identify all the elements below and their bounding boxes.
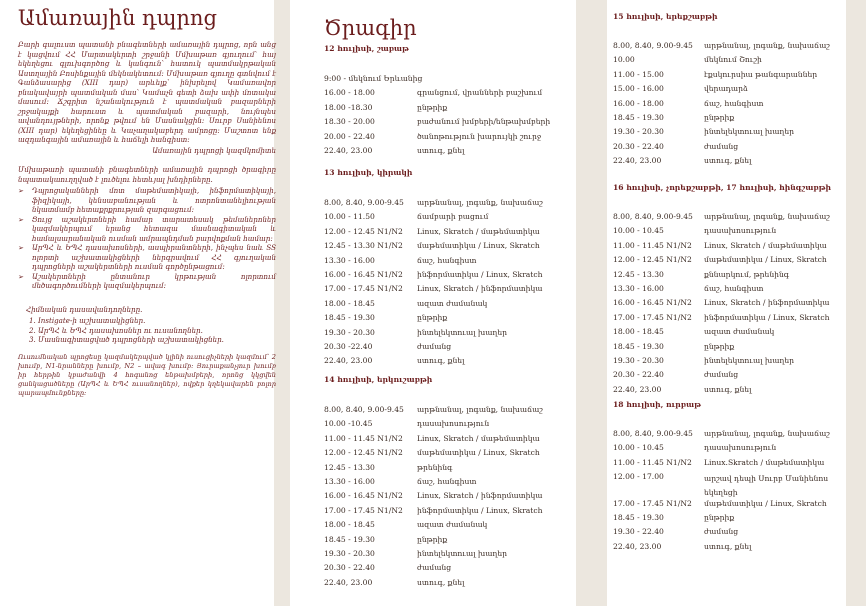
schedule-time: 18.45 - 19.30 bbox=[324, 313, 375, 323]
schedule-time: 13.30 - 16.00 bbox=[613, 284, 664, 293]
day-heading: 18 հուլիսի, ուրբաթ bbox=[613, 400, 701, 409]
schedule-time: 8.00, 8.40, 9.00-9.45 bbox=[613, 212, 693, 221]
goal-item: ➢ Աշակերտների ընտանուր կրթության ոլորտում մեծագործումների կազմակերպում։ bbox=[18, 272, 276, 291]
schedule-row bbox=[613, 498, 827, 508]
schedule-time: 17.00 - 17.45 N1/N2 bbox=[613, 498, 692, 508]
teacher-item: 3. Մասնագիտացված դպրոցների աշխատակիցներ. bbox=[38, 335, 276, 345]
schedule-row bbox=[324, 405, 543, 414]
schedule-row bbox=[613, 98, 764, 108]
schedule-time: 10.00 - 10.45 bbox=[613, 443, 664, 453]
schedule-row bbox=[324, 146, 465, 155]
schedule-activity: ճաշ, հանգիստ bbox=[704, 98, 764, 108]
schedule-activity: ժամանց bbox=[417, 563, 452, 573]
schedule-time: 8.00, 8.40, 9.00-9.45 bbox=[324, 198, 404, 207]
schedule-time: 10.00 -10.45 bbox=[324, 419, 373, 429]
schedule-activity: ինֆորմատիկա / Linux, Skratch bbox=[417, 270, 543, 279]
schedule-activity: ստուգ, քնել bbox=[417, 146, 465, 155]
schedule-row bbox=[324, 505, 543, 515]
schedule-time: 16.00 - 18.00 bbox=[613, 98, 664, 108]
schedule-activity: ստուգ, քնել bbox=[704, 156, 752, 166]
schedule-time: 18.00 - 18.45 bbox=[324, 520, 375, 530]
schedule-row bbox=[613, 472, 829, 498]
schedule-time: 12.00 - 12.45 N1/N2 bbox=[324, 226, 403, 236]
schedule-time: 15.00 - 16.00 bbox=[613, 84, 664, 94]
decorative-band bbox=[274, 0, 290, 606]
day-heading: 12 հուլիսի, շաբաթ bbox=[324, 44, 409, 53]
footnote: Ուսումնական պրոցեսը կազմակերպված կլինի ուսուցիչների կազմում՝ 2 խումբ, N1-նրանները խումբ, N2 – ավագ խումբ։ Յուրաքանչյուր խումբ իր հերթին կբաժանվի 4 հոգանոց ենթախմբերի, որոնց կկցվեն ցանկացածները (ԱրՊՀ և ԵՊՀ ուսանողներ), ովքեր կղեկավարեն բոլոր պարապմունքները։ bbox=[18, 352, 276, 397]
schedule-activity: մաթեմատիկա / Linux, Skratch bbox=[417, 448, 540, 458]
schedule-row bbox=[613, 312, 830, 322]
schedule-time: 22.40, 23.00 bbox=[324, 146, 373, 155]
schedule-row bbox=[324, 462, 453, 472]
schedule-activity: արթնանալ, լոգանք, նախաճաշ bbox=[417, 405, 543, 414]
schedule-time: 12.45 - 13.30 bbox=[613, 269, 664, 279]
schedule-row bbox=[324, 102, 448, 112]
schedule-activity: Linux, Skratch / ինֆորմատիկա bbox=[417, 491, 543, 501]
schedule-row bbox=[613, 356, 794, 365]
schedule-activity: մաթեմատիկա / Linux, Skratch bbox=[704, 498, 827, 508]
schedule-row bbox=[613, 255, 827, 265]
schedule-row bbox=[613, 156, 752, 166]
schedule-row bbox=[613, 370, 739, 380]
day-heading: 15 հուլիսի, երեքշաբթի bbox=[613, 12, 718, 21]
schedule-row bbox=[613, 384, 752, 394]
intro-text-block bbox=[18, 40, 276, 398]
intro-paragraph: Բարի գալուստ պատանի բնագետների ամառային դպրոց, որն անց է կացվում ՀՀ Մարտակերտի շրջանի Մմխաթառ գյուղում՝ հայ եկեղեցու գլուխգործոց և կանգուն՝ հատուկ պատմակրթական Աստղային Բոսինքային մեկնակետում։ Մմխաթառ գյուղը գտնվում է Գանձասարից (XIII դար) արևելք՝ ինխրելով Կամառավոր բնակավայրի պատմական մաս՝ Կամաչն գետի ձախ ափի մոտակա մասում։ Ճշգրիտ նշանակություն է պատմական բազարների շրջակայքի հարուստ և պատմական բազարի, նույնպես ավանդույթների, որոնք թվում են Մասնակցին։ Սուրբ Սանիենոս (XIII դար) եկեղեցինեը և Կաչաղակաբերդ ամրոցը։ Մաշտոտ ենք ազդանգային ամառային և հաճելի հանգիստ։ bbox=[18, 40, 276, 144]
schedule-activity: քննարկում, թրենինգ bbox=[704, 269, 790, 279]
schedule-row bbox=[324, 433, 540, 443]
schedule-time: 11.00 - 11.45 N1/N2 bbox=[324, 433, 403, 443]
schedule-activity: ճաշ, հանգիստ bbox=[417, 255, 477, 265]
decorative-band bbox=[846, 0, 866, 606]
schedule-row bbox=[613, 527, 739, 537]
schedule-row bbox=[324, 198, 543, 207]
goal-item: ➢ ԱրՊՀ և ԵՊՀ դասախոսների, ասպիրանտների, ինչպես նաև SS ոլորտի աշխատակիցների ներգրավում ՀՀ գյուղական դպրոցների աշակերտների ուսման գործընթացում։ bbox=[18, 243, 276, 272]
schedule-time: 19.30 - 20.30 bbox=[613, 127, 664, 137]
schedule-row bbox=[324, 520, 488, 530]
schedule-row bbox=[324, 284, 543, 294]
schedule-activity: ինֆորմատիկա / Linux, Skratch bbox=[704, 312, 830, 322]
schedule-time: 10.00 - 11.50 bbox=[324, 212, 375, 222]
schedule-activity: Linux, Skratch / մաթեմատիկա bbox=[417, 433, 540, 443]
schedule-activity: ընթրիք bbox=[417, 102, 448, 112]
schedule-time: 12.00 - 17.00 bbox=[613, 472, 664, 482]
day-heading: 14 հուլիսի, երկուշաբթի bbox=[324, 375, 433, 384]
schedule-row bbox=[324, 342, 452, 351]
schedule-time: 18.00 - 18.45 bbox=[613, 327, 664, 337]
schedule-row bbox=[613, 55, 762, 65]
schedule-row bbox=[324, 491, 543, 501]
schedule-time: 10.00 bbox=[613, 55, 635, 65]
schedule-activity: ինտելեկտուալ խաղեր bbox=[704, 356, 794, 365]
schedule-row bbox=[324, 298, 488, 308]
schedule-time: 17.00 - 17.45 N1/N2 bbox=[324, 284, 403, 294]
schedule-time: 8.00, 8.40, 9.00-9.45 bbox=[324, 405, 404, 414]
schedule-activity: ստուգ, քնել bbox=[704, 384, 752, 394]
schedule-activity: արթնանալ, լոգանք, նախաճաշ bbox=[704, 41, 830, 50]
schedule-row bbox=[613, 541, 752, 551]
schedule-row bbox=[324, 448, 540, 458]
schedule-activity: ընթրիք bbox=[704, 513, 735, 522]
day-heading: 13 հուլիսի, կիրակի bbox=[324, 168, 413, 177]
schedule-activity: ընթրիք bbox=[704, 341, 735, 351]
schedule-row bbox=[324, 419, 490, 429]
schedule-time: 18.45 - 19.30 bbox=[613, 113, 664, 122]
schedule-time: 11.00 - 11.45 N1/N2 bbox=[613, 240, 692, 250]
schedule-time: 12.00 - 12.45 N1/N2 bbox=[613, 255, 692, 265]
schedule-row bbox=[324, 255, 477, 265]
schedule-activity: ստուգ, քնել bbox=[704, 541, 752, 551]
schedule-title: Ծրագիր bbox=[324, 16, 417, 40]
day-heading: 16 հուլիսի, չորեքշաբթի, 17 հուլիսի, հինգշաբթի bbox=[613, 183, 832, 192]
schedule-activity: ծանոթություն խարույկի շուրջ bbox=[417, 131, 542, 141]
schedule-time: 16.00 - 16.45 N1/N2 bbox=[613, 298, 692, 308]
schedule-activity: Linux, Skratch / ինֆորմատիկա bbox=[417, 284, 543, 294]
schedule-time: 19.30 - 20.30 bbox=[613, 356, 664, 365]
schedule-row bbox=[613, 513, 735, 522]
schedule-activity: դասախոսություն bbox=[704, 443, 777, 453]
schedule-activity: բաժանում խմբերի/ենթախմբերի bbox=[417, 117, 551, 127]
schedule-activity: ընթրիք bbox=[417, 534, 448, 544]
schedule-time: 20.30 - 22.40 bbox=[613, 141, 664, 151]
schedule-time: 22.40, 23.00 bbox=[613, 156, 662, 166]
schedule-activity: Linux.Skratch / մաթեմատիկա bbox=[704, 457, 825, 467]
schedule-time: 19.30 - 22.40 bbox=[613, 527, 664, 537]
schedule-time: 22.40, 23.00 bbox=[613, 541, 662, 551]
schedule-column-1 bbox=[292, 0, 607, 606]
schedule-row bbox=[613, 429, 830, 438]
schedule-activity: վերադարձ bbox=[704, 84, 748, 94]
schedule-activity: Linux, Skratch / մաթեմատիկա bbox=[417, 226, 540, 236]
schedule-row bbox=[613, 212, 830, 221]
schedule-time: 17.00 - 17.45 N1/N2 bbox=[613, 312, 692, 322]
schedule-row bbox=[324, 313, 448, 323]
schedule-row bbox=[613, 113, 735, 122]
schedule-time: 16.00 - 18.00 bbox=[324, 88, 375, 98]
goal-item: ➢ Ցույց աշակերտների համար տարատեսակ թեմաներոներ կազմակերպում երանց հետազա մասնագիտական և համալսարանական ուսման ամրապնդման բարվոքման համար։ bbox=[18, 215, 276, 244]
schedule-time: 20.30 - 22.40 bbox=[613, 370, 664, 380]
schedule-activity: ստուգ, քնել bbox=[417, 356, 465, 366]
schedule-time: 22.40, 23.00 bbox=[613, 384, 662, 394]
teacher-item: 2. ԱրՊՀ և ԵՊՀ դասախոսներ ու ուսանողներ. bbox=[38, 326, 276, 336]
schedule-activity: ազատ ժամանակ bbox=[704, 327, 775, 337]
schedule-activity: արթնանալ, լոգանք, նախաճաշ bbox=[704, 429, 830, 438]
schedule-time: 20.30 -22.40 bbox=[324, 342, 373, 351]
goal-item: ➢ Դպրոցականների մոտ մաթեմատիկայի, ինֆորմատիկայի, ֆիզիկայի, կենսաբանության և ոտրոնտանելիության նկատմամբ հետաքրքրության զարգացում։ bbox=[18, 186, 276, 215]
schedule-time: 17.00 - 17.45 N1/N2 bbox=[324, 505, 403, 515]
schedule-time: 20.30 - 22.40 bbox=[324, 563, 375, 573]
schedule-row bbox=[613, 84, 748, 94]
schedule-activity: Linux, Skratch / մաթեմատիկա bbox=[704, 240, 827, 250]
schedule-activity: արթնանալ, լոգանք, նախաճաշ bbox=[704, 212, 830, 221]
schedule-time: 22.40, 23.00 bbox=[324, 577, 373, 587]
schedule-activity: էքսկուրսիա թանգարաններ bbox=[704, 69, 818, 79]
goals-list bbox=[18, 186, 276, 291]
schedule-time: 18.00 -18.30 bbox=[324, 102, 373, 112]
schedule-row bbox=[324, 212, 489, 222]
schedule-row bbox=[324, 356, 465, 366]
schedule-row bbox=[324, 563, 452, 573]
schedule-row bbox=[324, 534, 448, 544]
schedule-time: 11.00 - 11.45 N1/N2 bbox=[613, 457, 692, 467]
decorative-band bbox=[576, 0, 607, 606]
schedule-time: 18.45 - 19.30 bbox=[613, 513, 664, 522]
schedule-activity: արշավ դեպի Սուրբ Մանիենոս եկեղեցի bbox=[704, 474, 829, 498]
schedule-time: 22.40, 23.00 bbox=[324, 356, 373, 366]
schedule-activity: ճաշ, հանգիստ bbox=[417, 477, 477, 486]
schedule-activity: ժամանց bbox=[704, 527, 739, 537]
schedule-activity: ազատ ժամանակ bbox=[417, 520, 488, 530]
schedule-time: 19.30 - 20.30 bbox=[324, 327, 375, 337]
schedule-time: 18.45 - 19.30 bbox=[613, 341, 664, 351]
schedule-activity: ինֆորմատիկա / Linux, Skratch bbox=[417, 505, 543, 515]
schedule-row bbox=[324, 117, 551, 127]
schedule-time: 20.00 - 22.40 bbox=[324, 131, 375, 141]
schedule-activity: ազատ ժամանակ bbox=[417, 298, 488, 308]
schedule-activity: թրենինգ bbox=[417, 462, 453, 472]
schedule-activity: արթնանալ, լոգանք, նախաճաշ bbox=[417, 198, 543, 207]
schedule-time: 13.30 - 16.00 bbox=[324, 255, 375, 265]
schedule-row bbox=[613, 226, 777, 236]
schedule-row bbox=[613, 127, 794, 137]
schedule-activity: ինտելեկտուալ խաղեր bbox=[704, 127, 794, 137]
schedule-row bbox=[613, 298, 830, 308]
schedule-row bbox=[613, 443, 777, 453]
schedule-time: 18.45 - 19.30 bbox=[324, 534, 375, 544]
schedule-activity: մաթեմատիկա / Linux, Skratch bbox=[704, 255, 827, 265]
goals-intro-paragraph: Մմխաթառի պատանի բնագետների ամառային դպրոցի ծրագիրը նպատակաուղղված է լուծելու հետևյալ խնդիրները. bbox=[18, 165, 276, 184]
schedule-row bbox=[324, 241, 540, 251]
schedule-column-2 bbox=[607, 0, 866, 606]
schedule-activity: ճամբարի բացում bbox=[417, 212, 489, 222]
schedule-row bbox=[613, 41, 830, 50]
schedule-activity: մեկնում Շուշի bbox=[704, 55, 762, 65]
schedule-row bbox=[613, 341, 735, 351]
schedule-activity: ճաշ, հանգիստ bbox=[704, 284, 764, 293]
schedule-activity: մաթեմատիկա / Linux, Skratch bbox=[417, 241, 540, 251]
schedule-row bbox=[324, 270, 543, 279]
teacher-item: 1. Instigate-ի աշխատակիցներ. bbox=[38, 316, 276, 326]
schedule-row bbox=[324, 577, 465, 587]
schedule-time: 19.30 - 20.30 bbox=[324, 549, 375, 558]
schedule-row bbox=[324, 131, 542, 141]
schedule-activity: ինտելեկտուալ խաղեր bbox=[417, 549, 507, 558]
schedule-row bbox=[324, 74, 422, 83]
teachers-list bbox=[18, 316, 276, 345]
schedule-row bbox=[324, 549, 507, 558]
schedule-time: 9:00 - մեկնում Երևանից bbox=[324, 74, 423, 83]
schedule-time: 12.00 - 12.45 N1/N2 bbox=[324, 448, 403, 458]
schedule-activity: ինտելեկտուալ խաղեր bbox=[417, 327, 507, 337]
schedule-activity: դասախոսություն bbox=[704, 226, 777, 236]
schedule-activity: դասախոսություն bbox=[417, 419, 490, 429]
schedule-time: 18.00 - 18.45 bbox=[324, 298, 375, 308]
schedule-activity: ընթրիք bbox=[704, 113, 735, 122]
teachers-heading: Հիմնական դասավանդողները. bbox=[26, 304, 143, 314]
schedule-row bbox=[613, 457, 825, 467]
schedule-time: 8.00, 8.40, 9.00-9.45 bbox=[613, 41, 693, 50]
schedule-row bbox=[324, 477, 477, 486]
schedule-time: 8.00, 8.40, 9.00-9.45 bbox=[613, 429, 693, 438]
schedule-activity: ժամանց bbox=[704, 370, 739, 380]
schedule-time: 12.45 - 13.30 bbox=[324, 462, 375, 472]
schedule-activity: ստուգ, քնել bbox=[417, 577, 465, 587]
schedule-row bbox=[324, 226, 540, 236]
schedule-row bbox=[613, 69, 818, 79]
schedule-row bbox=[324, 88, 543, 98]
schedule-time: 18.30 - 20.00 bbox=[324, 117, 375, 127]
signature: Ամառային դպրոցի կազմկոմիտե bbox=[152, 145, 276, 155]
schedule-activity: Linux, Skratch / ինֆորմատիկա bbox=[704, 298, 830, 308]
page-title: Ամառային դպրոց bbox=[18, 6, 218, 30]
schedule-time: 10.00 - 10.45 bbox=[613, 226, 664, 236]
schedule-time: 13.30 - 16.00 bbox=[324, 477, 375, 486]
schedule-row bbox=[613, 327, 775, 337]
schedule-row bbox=[613, 284, 764, 293]
schedule-row bbox=[613, 240, 827, 250]
schedule-row bbox=[613, 269, 790, 279]
schedule-row bbox=[613, 141, 739, 151]
schedule-activity: ժամանց bbox=[417, 342, 452, 351]
schedule-activity: գրանցում, վրանների բաշխում bbox=[417, 88, 543, 98]
schedule-row bbox=[324, 327, 507, 337]
schedule-activity: ընթրիք bbox=[417, 313, 448, 323]
schedule-activity: ժամանց bbox=[704, 141, 739, 151]
schedule-time: 12.45 - 13.30 N1/N2 bbox=[324, 241, 403, 251]
schedule-time: 11.00 - 15.00 bbox=[613, 69, 664, 79]
schedule-time: 16.00 - 16.45 N1/N2 bbox=[324, 491, 403, 501]
intro-column bbox=[0, 0, 290, 606]
schedule-time: 16.00 - 16.45 N1/N2 bbox=[324, 270, 403, 279]
